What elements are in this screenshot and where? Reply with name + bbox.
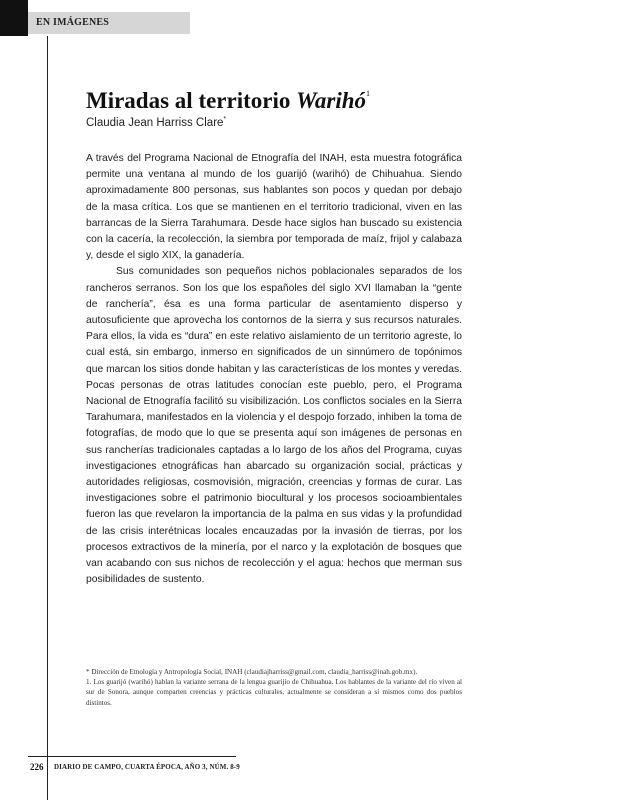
title-text: Miradas al territorio — [86, 88, 297, 113]
margin-rule — [47, 36, 48, 800]
section-label: EN IMÁGENES — [28, 12, 190, 34]
author-byline — [86, 116, 226, 129]
article-title — [86, 88, 370, 114]
footnote-1: 1. Los guarijó (warihó) hablan la variante serrana de la lengua guarijío de Chihuahua. Los hablantes de la variante del río viven al sur de Sonora, aunque comparten creencias y prácticas culturales, actualmente se consideran a sí mismos como dos pueblos distintos. — [86, 678, 462, 707]
author-name: Claudia Jean Harriss Clare — [86, 116, 224, 129]
article-body — [86, 151, 462, 588]
footnotes — [86, 667, 462, 708]
author-footnote-mark: * — [223, 116, 227, 123]
corner-block — [0, 0, 28, 36]
title-footnote-mark: 1 — [366, 89, 371, 98]
paragraph: Sus comunidades son pequeños nichos poblacionales separados de los rancheros serranos. Son los que los españoles del siglo XVI llamaban la “gente de ranchería”, ésa es una forma particular de asentamiento disperso y autosuficiente que aprovecha los contornos de la sierra y sus recursos naturales. Para ellos, la vida es “dura” en este relativo aislamiento de un territorio agreste, lo cual está, sin embargo, inmerso en significados de un sinnúmero de topónimos que marcan los sitios donde habitan y las características de los montes y veredas. Pocas personas de otras latitudes conocían este pueblo, pero, el Programa Nacional de Etnografía facilitó su visibilización. Los conflictos sociales en la Sierra Tarahumara, manifestados en la violencia y el despojo forzado, inhiben la toma de fotografías, de modo que lo que se presenta aquí son imágenes de personas en sus rancherías tradicionales captadas a lo largo de los años del Programa, cuyas investigaciones etnográficas han abarcado su organización social, prácticas y autoridades religiosas, cosmovisión, migración, creencias y formas de curar. Las investigaciones sobre el patrimonio biocultural y los procesos socioambientales fueron las que revelaron la importancia de la palma en sus vidas y la profundidad de las crisis interétnicas locales encauzadas por la invasión de tierras, por los procesos extractivos de la minería, por el narco y la explotación de bosques que van acabando con sus nichos de recolección y el agua: hechos que merman sus posibilidades de sustento. — [86, 266, 462, 586]
footer-rule — [28, 756, 236, 757]
footnote-author: * Dirección de Etnología y Antropología Social, INAH (claudiajharriss@gmail.com, claudia_harriss@inah.gob.mx). — [86, 668, 418, 676]
title-italic-text: Warihó — [296, 88, 367, 113]
paragraph: A través del Programa Nacional de Etnografía del INAH, esta muestra fotográfica permite una ventana al mundo de los guarijó (warihó) de Chihuahua. Siendo aproximadamente 800 personas, sus hablantes son pocos y quedan por debajo de la masa crítica. Los que se mantienen en el territorio tradicional, viven en las barrancas de la Sierra Tarahumara. Desde hace siglos han buscado su existencia con la cacería, la recolección, la siembra por temporada de maíz, frijol y calabaza y, desde el siglo XIX, la ganadería. — [86, 153, 462, 262]
running-footer: DIARIO DE CAMPO, CUARTA ÉPOCA, AÑO 3, NÚM. 8-9 — [54, 763, 240, 771]
page-number: 226 — [30, 762, 44, 772]
